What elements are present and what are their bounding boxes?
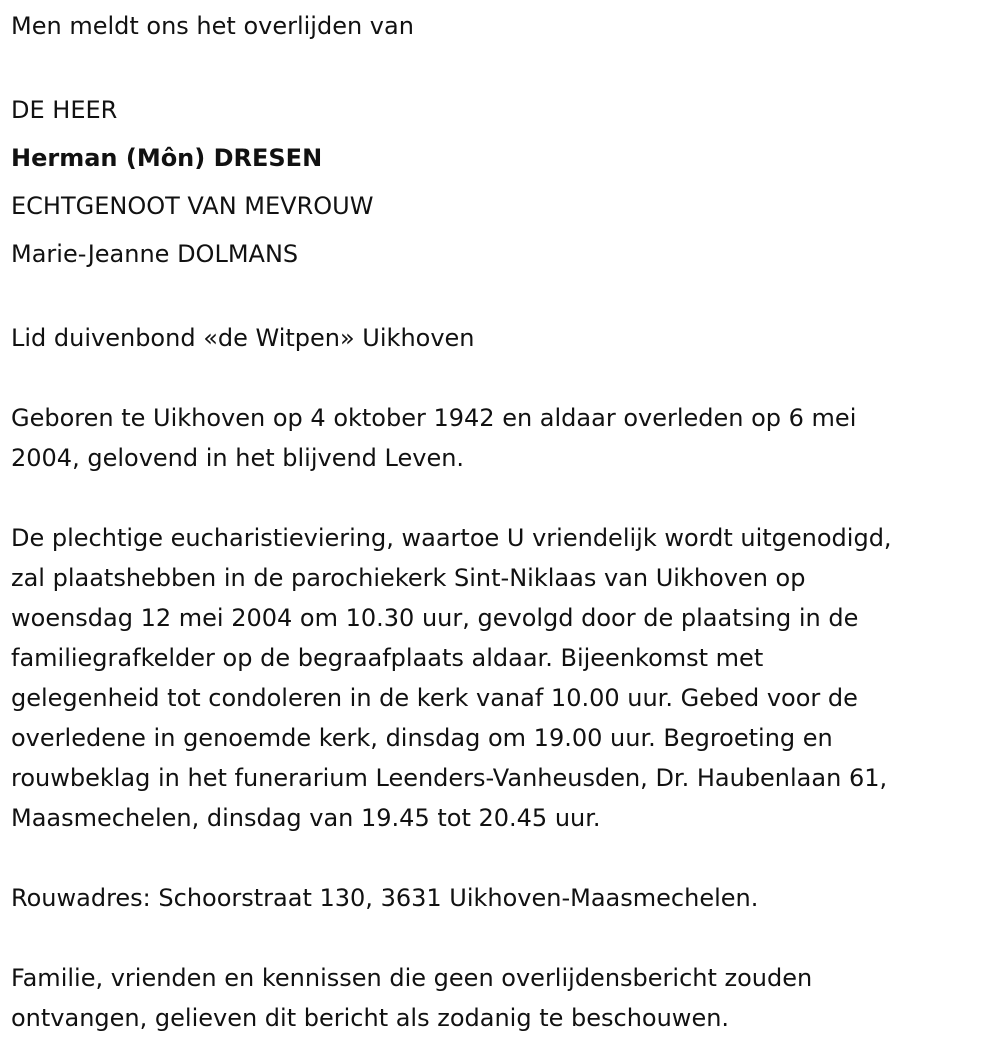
address-text: Rouwadres: Schoorstraat 130, 3631 Uikhoven-Maasmechelen.: [11, 884, 759, 912]
closing-paragraph: [11, 958, 997, 1038]
paragraph-line: woensdag 12 mei 2004 om 10.30 uur, gevolgd door de plaatsing in de: [11, 604, 859, 632]
spacer: [11, 278, 997, 318]
paragraph-line: familiegrafkelder op de begraafplaats aldaar. Bijeenkomst met: [11, 644, 764, 672]
deceased-name: Herman (Môn) DRESEN: [11, 144, 323, 172]
spacer: [11, 358, 997, 398]
intro-text: Men meldt ons het overlijden van: [11, 12, 414, 40]
paragraph-line: Maasmechelen, dinsdag van 19.45 tot 20.45 uur.: [11, 804, 601, 832]
paragraph-line: overledene in genoemde kerk, dinsdag om 19.00 uur. Begroeting en: [11, 724, 833, 752]
spacer: [11, 46, 997, 86]
paragraph-line: gelegenheid tot condoleren in de kerk vanaf 10.00 uur. Gebed voor de: [11, 684, 858, 712]
spacer: [11, 838, 997, 878]
spacer: [11, 478, 997, 518]
paragraph-line: ontvangen, gelieven dit bericht als zodanig te beschouwen.: [11, 1004, 730, 1032]
paragraph-line: zal plaatshebben in de parochiekerk Sint-Niklaas van Uikhoven op: [11, 564, 806, 592]
membership-text: Lid duivenbond «de Witpen» Uikhoven: [11, 324, 475, 352]
paragraph-line: 2004, gelovend in het blijvend Leven.: [11, 444, 465, 472]
birth-death-paragraph: [11, 398, 997, 478]
spouse-prefix: ECHTGENOOT VAN MEVROUW: [11, 192, 374, 220]
title-prefix: DE HEER: [11, 96, 118, 124]
ceremony-paragraph: [11, 518, 997, 838]
obituary-notice: [11, 0, 997, 1038]
paragraph-line: Geboren te Uikhoven op 4 oktober 1942 en aldaar overleden op 6 mei: [11, 404, 857, 432]
paragraph-line: De plechtige eucharistieviering, waartoe U vriendelijk wordt uitgenodigd,: [11, 524, 892, 552]
paragraph-line: rouwbeklag in het funerarium Leenders-Vanheusden, Dr. Haubenlaan 61,: [11, 764, 888, 792]
spacer: [11, 918, 997, 958]
deceased-heading: [11, 86, 997, 278]
paragraph-line: Familie, vrienden en kennissen die geen overlijdensbericht zouden: [11, 964, 813, 992]
spouse-name: Marie-Jeanne DOLMANS: [11, 240, 299, 268]
